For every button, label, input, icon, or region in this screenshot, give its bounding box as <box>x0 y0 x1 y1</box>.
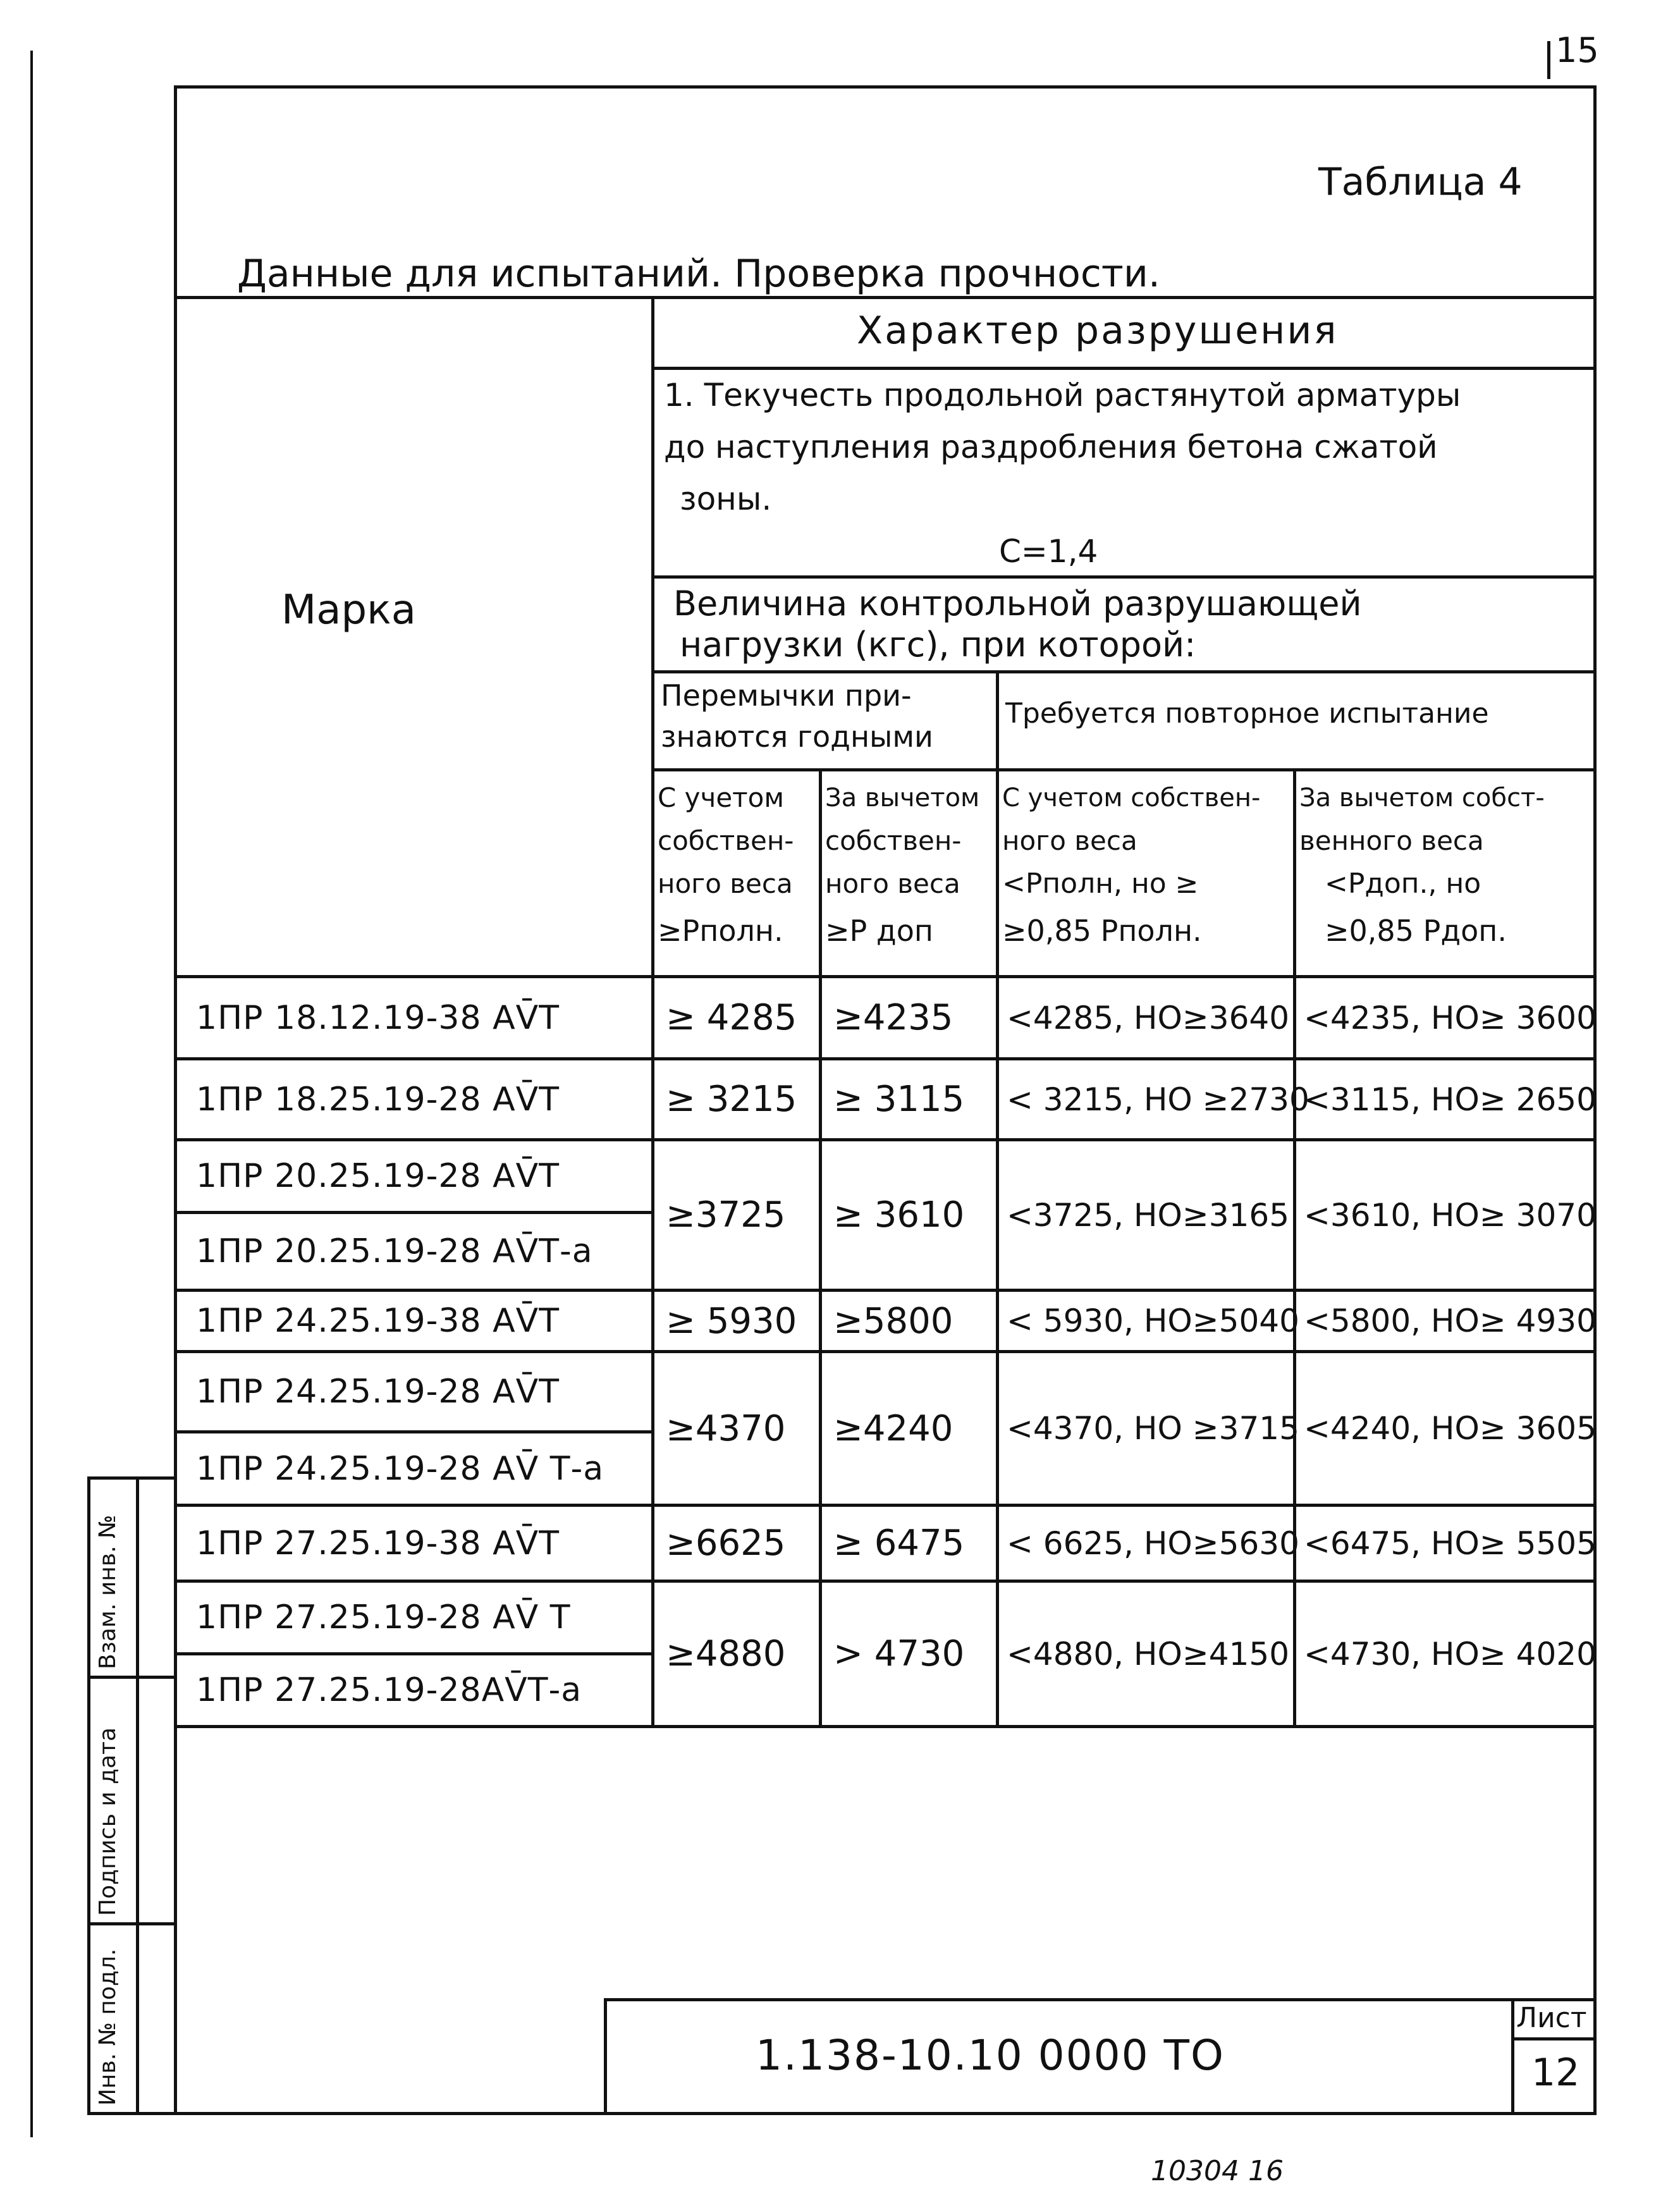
row-mark: 1ПР 18.25.19-28 АV̄Т <box>196 1080 560 1119</box>
stamp-sheet-label: Лист <box>1516 2002 1587 2034</box>
side-strip-top <box>87 1476 176 1480</box>
table-bottom <box>174 1725 1597 1728</box>
header-character: Характер разрушения <box>857 309 1339 353</box>
row-c1: ≥4880 <box>666 1633 786 1674</box>
row-mark: 1ПР 18.12.19-38 АV̄Т <box>196 998 560 1037</box>
header-col4-line: За вычетом собст- <box>1299 783 1545 813</box>
row-c3: <4370, НО ≥3715 <box>1007 1410 1299 1447</box>
row-mark: 1ПР 24.25.19-38 АV̄Т <box>196 1302 560 1340</box>
header-col2 <box>825 776 993 956</box>
frame-top <box>174 85 1597 89</box>
row-c2: ≥ 6475 <box>833 1523 965 1564</box>
header-accepted-line1: Перемычки при- <box>661 678 912 713</box>
header-col4-line: ≥0,85 Pдоп. <box>1325 914 1507 948</box>
row-c1: ≥ 4285 <box>666 997 797 1038</box>
page-number-tick <box>1547 41 1550 79</box>
bottom-note: 10304 16 <box>1151 2155 1284 2187</box>
side-label-inv-podl: Инв. № подл. <box>95 1948 121 2106</box>
row-c3: < 5930, НО≥5040 <box>1007 1303 1299 1339</box>
header-col1 <box>658 776 816 956</box>
row-c4: <4235, НО≥ 3600 <box>1304 999 1597 1036</box>
row-c1: ≥ 5930 <box>666 1300 797 1342</box>
row-c4: <3610, НО≥ 3070 <box>1304 1196 1597 1234</box>
header-col2-line: За вычетом <box>825 783 980 813</box>
stamp-top <box>604 1998 1597 2001</box>
page-number: 15 <box>1555 30 1599 70</box>
row-c3: <3725, НО≥3165 <box>1007 1196 1290 1234</box>
header-col3-line: <Pполн, но ≥ <box>1002 868 1199 900</box>
row-c2: > 4730 <box>833 1633 965 1674</box>
header-load-line1: Величина контрольной разрушающей <box>673 584 1362 623</box>
header-case-line1: 1. Текучесть продольной растянутой арматуры <box>664 377 1461 414</box>
stamp-sheet-divider <box>1511 1998 1514 2115</box>
stamp-sheet-line <box>1511 2037 1597 2040</box>
row-c2: ≥ 3610 <box>833 1194 965 1236</box>
header-col4-line: <Pдоп., но <box>1325 868 1481 900</box>
row-mark: 1ПР 27.25.19-38 АV̄Т <box>196 1524 560 1562</box>
row-c4: <4730, НО≥ 4020 <box>1304 1635 1597 1672</box>
header-col2-line: ного веса <box>825 868 960 899</box>
row-c4: <3115, НО≥ 2650 <box>1304 1081 1597 1118</box>
stamp-sheet-number: 12 <box>1531 2051 1580 2095</box>
row-c2: ≥5800 <box>833 1300 953 1342</box>
frame-bottom <box>87 2112 1597 2115</box>
line-under-load <box>651 670 1597 673</box>
row-c2: ≥4240 <box>833 1408 953 1449</box>
header-case-line3: зоны. <box>680 481 772 517</box>
row-c4: <4240, НО≥ 3605 <box>1304 1410 1597 1447</box>
header-accepted-line2: знаются годными <box>661 720 933 754</box>
line-under-character <box>651 367 1597 370</box>
row-c3: < 3215, НО ≥2730 <box>1007 1081 1309 1118</box>
row-mark: 1ПР 27.25.19-28 АV̄ Т <box>196 1599 571 1636</box>
header-case-line2: до наступления раздробления бетона сжатой <box>664 429 1438 465</box>
row-mark: 1ПР 20.25.19-28 АV̄Т <box>196 1157 560 1195</box>
header-col2-line: ≥P доп <box>825 914 933 948</box>
row-c3: <4285, НО≥3640 <box>1007 999 1290 1036</box>
row-mark: 1ПР 24.25.19-28 АV̄Т <box>196 1373 560 1411</box>
side-label-signature-date: Подпись и дата <box>95 1727 121 1916</box>
table-top <box>174 296 1597 299</box>
line-under-case <box>651 575 1597 579</box>
header-load-line2: нагрузки (кгс), при которой: <box>680 625 1196 665</box>
stamp-code: 1.138-10.10 0000 ТО <box>756 2031 1225 2080</box>
table-title: Данные для испытаний. Проверка прочности. <box>237 252 1160 296</box>
row-mark: 1ПР 27.25.19-28АV̄Т-а <box>196 1671 582 1709</box>
header-col3 <box>1002 776 1290 956</box>
header-col4-line: венного веса <box>1299 825 1484 856</box>
table-label: Таблица 4 <box>1318 160 1523 204</box>
row-c2: ≥4235 <box>833 997 953 1038</box>
header-col1-line: ≥Pполн. <box>658 914 783 948</box>
row-mark: 1ПР 24.25.19-28 АV̄ Т-а <box>196 1449 604 1488</box>
row-c1: ≥3725 <box>666 1194 786 1236</box>
header-col3-line: С учетом собствен- <box>1002 783 1261 813</box>
row-c1: ≥6625 <box>666 1523 786 1564</box>
row-c3: < 6625, НО≥5630 <box>1007 1525 1299 1562</box>
line-under-accept <box>651 768 1597 771</box>
header-retest: Требуется повторное испытание <box>1005 697 1489 730</box>
header-col3-line: ≥0,85 Pполн. <box>1002 914 1202 948</box>
side-strip-mid <box>136 1476 139 2115</box>
row-c4: <6475, НО≥ 5505 <box>1304 1525 1597 1562</box>
row-c2: ≥ 3115 <box>833 1079 965 1120</box>
header-col3-line: ного веса <box>1002 825 1137 856</box>
side-label-vzam-inv: Взам. инв. № <box>95 1514 121 1669</box>
row-c3: <4880, НО≥4150 <box>1007 1635 1290 1672</box>
header-col4 <box>1299 776 1590 956</box>
header-col1-line: собствен- <box>658 825 794 856</box>
header-coef: С=1,4 <box>999 533 1098 570</box>
side-strip-sep <box>87 1676 176 1679</box>
row-mark: 1ПР 20.25.19-28 АV̄Т-а <box>196 1232 593 1270</box>
margin-line-left <box>30 51 33 2137</box>
row-c1: ≥ 3215 <box>666 1079 797 1120</box>
row-c4: <5800, НО≥ 4930 <box>1304 1303 1597 1339</box>
stamp-left <box>604 1998 607 2115</box>
header-col1-line: С учетом <box>658 782 785 813</box>
header-col1-line: ного веса <box>658 868 793 899</box>
header-marka: Марка <box>281 587 416 634</box>
row-c1: ≥4370 <box>666 1408 786 1449</box>
header-col2-line: собствен- <box>825 825 962 856</box>
side-strip-sep <box>87 1922 176 1925</box>
side-strip-left <box>87 1476 90 2115</box>
